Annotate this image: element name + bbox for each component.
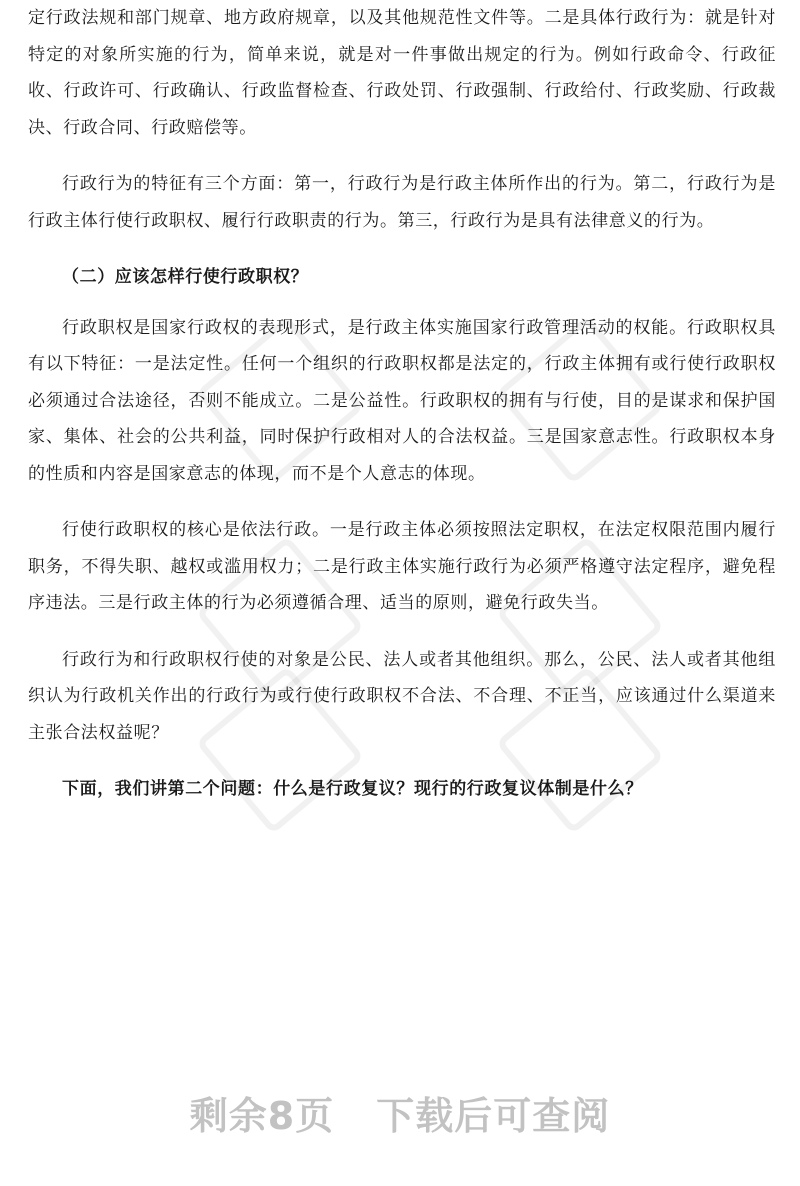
- paragraph-powers-features: 行政职权是国家行政权的表现形式，是行政主体实施国家行政管理活动的权能。行政职权具有以下特征：一是法定性。任何一个组织的行政职权都是法定的，行政主体拥有或行使行政职权必须通过合法途径，否则不能成立。二是公益性。行政职权的拥有与行使，目的是谋求和保护国家、集体、社会的公共利益，同时保护行政相对人的合法权益。三是国家意志性。行政职权本身的性质和内容是国家意志的体现，而不是个人意志的体现。: [28, 317, 776, 484]
- paragraph-rule-of-law: 行使行政职权的核心是依法行政。一是行政主体必须按照法定职权，在法定权限范围内履行职务，不得失职、越权或滥用权力；二是行政主体实施行政行为必须严格遵守法定程序，避免程序违法。三是行政主体的行为必须遵循合理、适当的原则，避免行政失当。: [28, 520, 776, 613]
- document-body: [28, 0, 776, 808]
- download-prompt[interactable]: [0, 1085, 800, 1140]
- paragraph-administrative-acts: 定行政法规和部门规章、地方政府规章，以及其他规范性文件等。二是具体行政行为：就是针对特定的对象所实施的行为，简单来说，就是对一件事做出规定的行为。例如行政命令、行政征收、行政许可、行政确认、行政监督检查、行政处罚、行政强制、行政给付、行政奖励、行政裁决、行政合同、行政赔偿等。: [28, 8, 776, 138]
- download-to-view-label: 下载后可查阅: [376, 1094, 611, 1138]
- remaining-pages-label: 剩余8页: [189, 1094, 335, 1138]
- section-heading-exercise-powers: （二）应该怎样行使行政职权？: [62, 267, 309, 287]
- paragraph-act-characteristics: 行政行为的特征有三个方面：第一，行政行为是行政主体所作出的行为。第二，行政行为是行政主体行使行政职权、履行行政职责的行为。第三，行政行为是具有法律意义的行为。: [28, 174, 776, 231]
- paragraph-remedy-question: 行政行为和行政职权行使的对象是公民、法人或者其他组织。那么，公民、法人或者其他组织认为行政机关作出的行政行为或行使行政职权不合法、不合理、不正当，应该通过什么渠道来主张合法权益呢？: [28, 649, 776, 743]
- section-heading-administrative-review: 下面，我们讲第二个问题：什么是行政复议？现行的行政复议体制是什么？: [62, 779, 643, 799]
